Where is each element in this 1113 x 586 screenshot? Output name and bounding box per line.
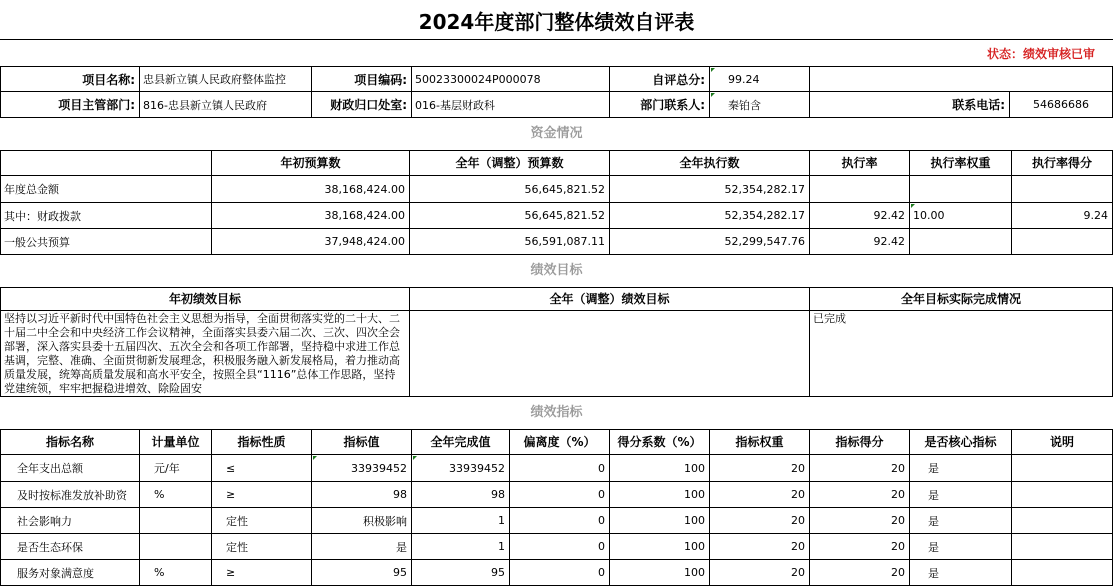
indicator-cell (1012, 455, 1113, 482)
indicator-cell (140, 508, 212, 534)
funds-cell: 9.24 (1012, 203, 1113, 229)
indicator-cell: 20 (710, 508, 810, 534)
indicator-cell: 及时按标准发放补助资 (0, 482, 140, 508)
funds-row (0, 203, 1113, 229)
indicator-cell: 0 (510, 560, 610, 586)
indicator-cell: 20 (810, 560, 910, 586)
funds-header-cell (0, 150, 212, 176)
page-title: 2024年度部门整体绩效自评表 (418, 9, 695, 34)
indicator-header-cell: 指标值 (312, 429, 412, 455)
indicator-cell: 0 (510, 482, 610, 508)
indicator-cell: 积极影响 (312, 508, 412, 534)
indicator-cell: 是 (910, 534, 1012, 560)
info-blank (810, 67, 1113, 92)
goals-header-cell: 全年（调整）绩效目标 (410, 287, 810, 311)
actual-completion-text: 已完成 (810, 311, 1113, 397)
funds-cell: 年度总金额 (0, 176, 212, 203)
indicator-header-cell: 指标得分 (810, 429, 910, 455)
indicator-cell: 33939452 (312, 455, 412, 482)
funds-header-row (0, 150, 1113, 176)
indicator-cell: 100 (610, 482, 710, 508)
indicator-cell: % (140, 560, 212, 586)
indicator-header-cell: 偏离度（%） (510, 429, 610, 455)
indicator-header-cell: 是否核心指标 (910, 429, 1012, 455)
indicator-row (0, 455, 1113, 482)
indicator-cell: 20 (810, 455, 910, 482)
indicator-cell: 0 (510, 534, 610, 560)
funds-header-cell: 年初预算数 (212, 150, 410, 176)
funds-cell: 92.42 (810, 203, 910, 229)
funds-cell (910, 176, 1012, 203)
indicator-header-cell: 指标权重 (710, 429, 810, 455)
indicator-cell: 95 (412, 560, 510, 586)
project-code-value: 50023300024P000078 (412, 67, 610, 92)
funds-header-cell: 全年（调整）预算数 (410, 150, 610, 176)
funds-cell (810, 176, 910, 203)
indicator-cell: 是 (910, 560, 1012, 586)
indicator-cell: 100 (610, 455, 710, 482)
indicator-cell: 1 (412, 534, 510, 560)
indicator-header-cell: 指标性质 (212, 429, 312, 455)
finance-label: 财政归口处室: (312, 92, 412, 118)
indicator-cell: 20 (710, 560, 810, 586)
indicator-header-cell: 全年完成值 (412, 429, 510, 455)
project-name-value: 忠县新立镇人民政府整体监控 (140, 67, 312, 92)
info-row-1 (0, 67, 1113, 92)
goals-section-title: 绩效目标 (0, 255, 1113, 288)
indicators-section-title: 绩效指标 (0, 397, 1113, 430)
indicator-cell: 0 (510, 508, 610, 534)
indicator-row (0, 508, 1113, 534)
funds-header-cell: 执行率 (810, 150, 910, 176)
funds-header-cell: 执行率得分 (1012, 150, 1113, 176)
funds-cell: 56,591,087.11 (410, 229, 610, 255)
funds-section-title: 资金情况 (0, 118, 1113, 151)
funds-cell: 一般公共预算 (0, 229, 212, 255)
contact-value: 秦铂含 (710, 92, 810, 118)
phone-value: 54686686 (1010, 92, 1113, 118)
status-row (0, 40, 1113, 67)
funds-row (0, 229, 1113, 255)
indicator-cell: ≥ (212, 482, 312, 508)
indicator-cell: 是 (910, 455, 1012, 482)
dept-value: 816-忠县新立镇人民政府 (140, 92, 312, 118)
indicator-header-cell: 说明 (1012, 429, 1113, 455)
contact-label: 部门联系人: (610, 92, 710, 118)
indicator-cell: ≥ (212, 560, 312, 586)
indicator-cell (140, 534, 212, 560)
project-code-label: 项目编码: (312, 67, 412, 92)
indicator-cell: 服务对象满意度 (0, 560, 140, 586)
funds-cell: 52,354,282.17 (610, 203, 810, 229)
indicator-cell: % (140, 482, 212, 508)
adjusted-goal-text (410, 311, 810, 397)
indicator-cell: ≤ (212, 455, 312, 482)
indicator-cell: 全年支出总额 (0, 455, 140, 482)
project-name-label: 项目名称: (0, 67, 140, 92)
indicator-cell: 100 (610, 560, 710, 586)
indicator-row (0, 560, 1113, 586)
funds-cell: 56,645,821.52 (410, 176, 610, 203)
indicator-cell: 0 (510, 455, 610, 482)
indicator-cell (1012, 508, 1113, 534)
indicator-cell (1012, 534, 1113, 560)
indicator-cell: 社会影响力 (0, 508, 140, 534)
indicator-cell: 98 (312, 482, 412, 508)
funds-cell (910, 229, 1012, 255)
indicator-cell (1012, 482, 1113, 508)
indicator-cell: 是 (312, 534, 412, 560)
funds-cell: 37,948,424.00 (212, 229, 410, 255)
indicator-row (0, 482, 1113, 508)
indicator-cell: 20 (710, 534, 810, 560)
funds-header-cell: 全年执行数 (610, 150, 810, 176)
funds-header-cell: 执行率权重 (910, 150, 1012, 176)
funds-cell (1012, 176, 1113, 203)
indicator-cell: 20 (710, 455, 810, 482)
indicator-cell: 定性 (212, 508, 312, 534)
indicator-cell: 100 (610, 508, 710, 534)
funds-cell: 38,168,424.00 (212, 203, 410, 229)
goals-header-cell: 全年目标实际完成情况 (810, 287, 1113, 311)
indicator-cell: 98 (412, 482, 510, 508)
indicator-cell: 是 (910, 482, 1012, 508)
initial-goal-text: 坚持以习近平新时代中国特色社会主义思想为指导，全面贯彻落实党的二十大、二十届二中全会和中央经济工作会议精神，全面落实县委六届二次、三次、四次全会部署，深入落实县委十五届四次、五次全会和各项工作部署，坚持稳中求进工作总基调，完整、准确、全面贯彻新发展理念，积极服务融入新发展格局，着力推动高质量发展，统筹高质量发展和高水平安全，按照全县“1116”总体工作思路，坚持党建统领，牢牢把握稳进增效、除险固安 (0, 311, 410, 397)
indicator-cell: 20 (810, 534, 910, 560)
info-row-2 (0, 92, 1113, 118)
indicator-cell (1012, 560, 1113, 586)
funds-cell (1012, 229, 1113, 255)
indicators-header-row (0, 429, 1113, 455)
indicator-cell: 33939452 (412, 455, 510, 482)
dept-label: 项目主管部门: (0, 92, 140, 118)
title-row (0, 0, 1113, 40)
indicator-header-cell: 指标名称 (0, 429, 140, 455)
indicator-header-cell: 计量单位 (140, 429, 212, 455)
indicator-cell: 1 (412, 508, 510, 534)
indicator-cell: 20 (710, 482, 810, 508)
self-score-label: 自评总分: (610, 67, 710, 92)
funds-row (0, 176, 1113, 203)
goals-content-row (0, 311, 1113, 397)
goals-header-row (0, 287, 1113, 311)
funds-cell: 38,168,424.00 (212, 176, 410, 203)
indicator-header-cell: 得分系数（%） (610, 429, 710, 455)
indicator-cell: 100 (610, 534, 710, 560)
funds-cell: 其中：财政拨款 (0, 203, 212, 229)
indicator-cell: 20 (810, 508, 910, 534)
funds-cell: 56,645,821.52 (410, 203, 610, 229)
funds-cell: 52,354,282.17 (610, 176, 810, 203)
indicator-cell: 95 (312, 560, 412, 586)
phone-label: 联系电话: (810, 92, 1010, 118)
indicator-row (0, 534, 1113, 560)
indicator-cell: 是 (910, 508, 1012, 534)
indicator-cell: 是否生态环保 (0, 534, 140, 560)
indicator-cell: 元/年 (140, 455, 212, 482)
goals-header-cell: 年初绩效目标 (0, 287, 410, 311)
funds-cell: 52,299,547.76 (610, 229, 810, 255)
self-score-value: 99.24 (710, 67, 810, 92)
indicator-cell: 20 (810, 482, 910, 508)
indicator-cell: 定性 (212, 534, 312, 560)
status-badge: 状态：绩效审核已审 (986, 47, 1095, 61)
finance-value: 016-基层财政科 (412, 92, 610, 118)
funds-cell: 10.00 (910, 203, 1012, 229)
funds-cell: 92.42 (810, 229, 910, 255)
